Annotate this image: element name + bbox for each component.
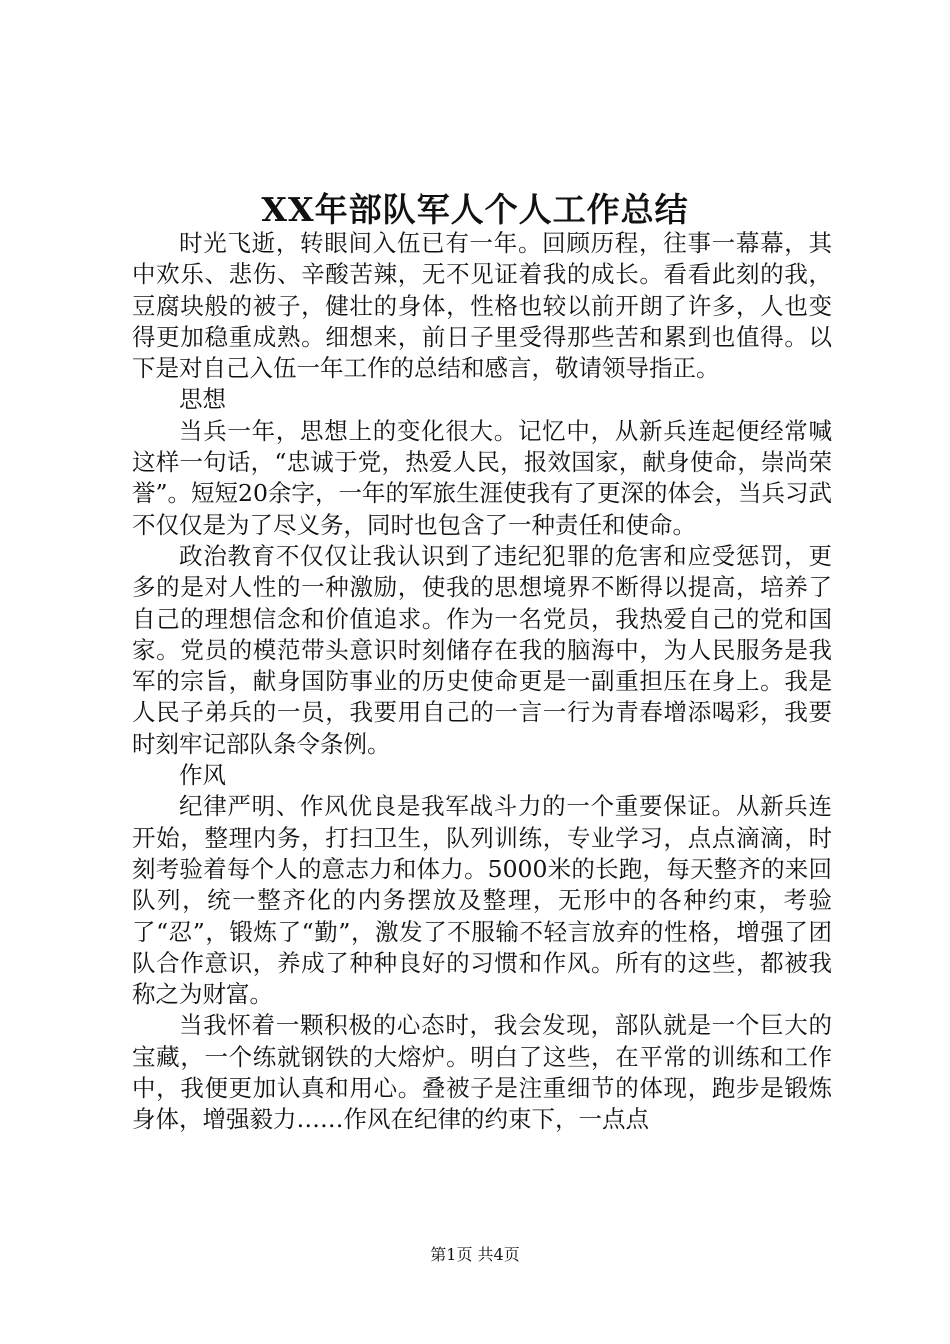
section-heading-thought: 思想 [179, 385, 226, 414]
paragraph-style-2: 当我怀着一颗积极的心态时，我会发现，部队就是一个巨大的宝藏，一个练就钢铁的大熔炉。明白了这些，在平常的训练和工作中，我便更加认真和用心。叠被子是注重细节的体现，跑步是锻炼身体，增强毅力……作风在纪律的约束下，一点点 [132, 1011, 832, 1134]
section-heading-style: 作风 [179, 761, 226, 790]
page-number-footer: 第1页 共4页 [430, 1245, 520, 1264]
paragraph-style-1: 纪律严明、作风优良是我军战斗力的一个重要保证。从新兵连开始，整理内务，打扫卫生，队列训练，专业学习，点点滴滴，时刻考验着每个人的意志力和体力。5000米的长跑，每天整齐的来回队列，统一整齐化的内务摆放及整理，无形中的各种约束，考验了“忍”，锻炼了“勤”，激发了不服输不轻言放弃的性格，增强了团队合作意识，养成了种种良好的习惯和作风。所有的这些，都被我称之为财富。 [132, 792, 832, 1009]
paragraph-thought-2: 政治教育不仅仅让我认识到了违纪犯罪的危害和应受惩罚，更多的是对人性的一种激励，使我的思想境界不断得以提高，培养了自己的理想信念和价值追求。作为一名党员，我热爱自己的党和国家。党员的模范带头意识时刻储存在我的脑海中，为人民服务是我军的宗旨，献身国防事业的历史使命更是一副重担压在身上。我是人民子弟兵的一员，我要用自己的一言一行为青春增添喝彩，我要时刻牢记部队条令条例。 [132, 541, 832, 758]
document-title: XX年部队军人个人工作总结 [261, 190, 689, 229]
document-body [132, 228, 832, 1136]
paragraph-intro: 时光飞逝，转眼间入伍已有一年。回顾历程，往事一幕幕，其中欢乐、悲伤、辛酸苦辣，无不见证着我的成长。看看此刻的我，豆腐块般的被子，健壮的身体，性格也较以前开朗了许多，人也变得更加稳重成熟。细想来，前日子里受得那些苦和累到也值得。以下是对自己入伍一年工作的总结和感言，敬请领导指正。 [132, 229, 832, 383]
paragraph-thought-1: 当兵一年，思想上的变化很大。记忆中，从新兵连起便经常喊这样一句话，“忠诚于党，热爱人民，报效国家，献身使命，崇尚荣誉”。短短20余字，一年的军旅生涯使我有了更深的体会，当兵习武不仅仅是为了尽义务，同时也包含了一种责任和使命。 [132, 416, 832, 539]
